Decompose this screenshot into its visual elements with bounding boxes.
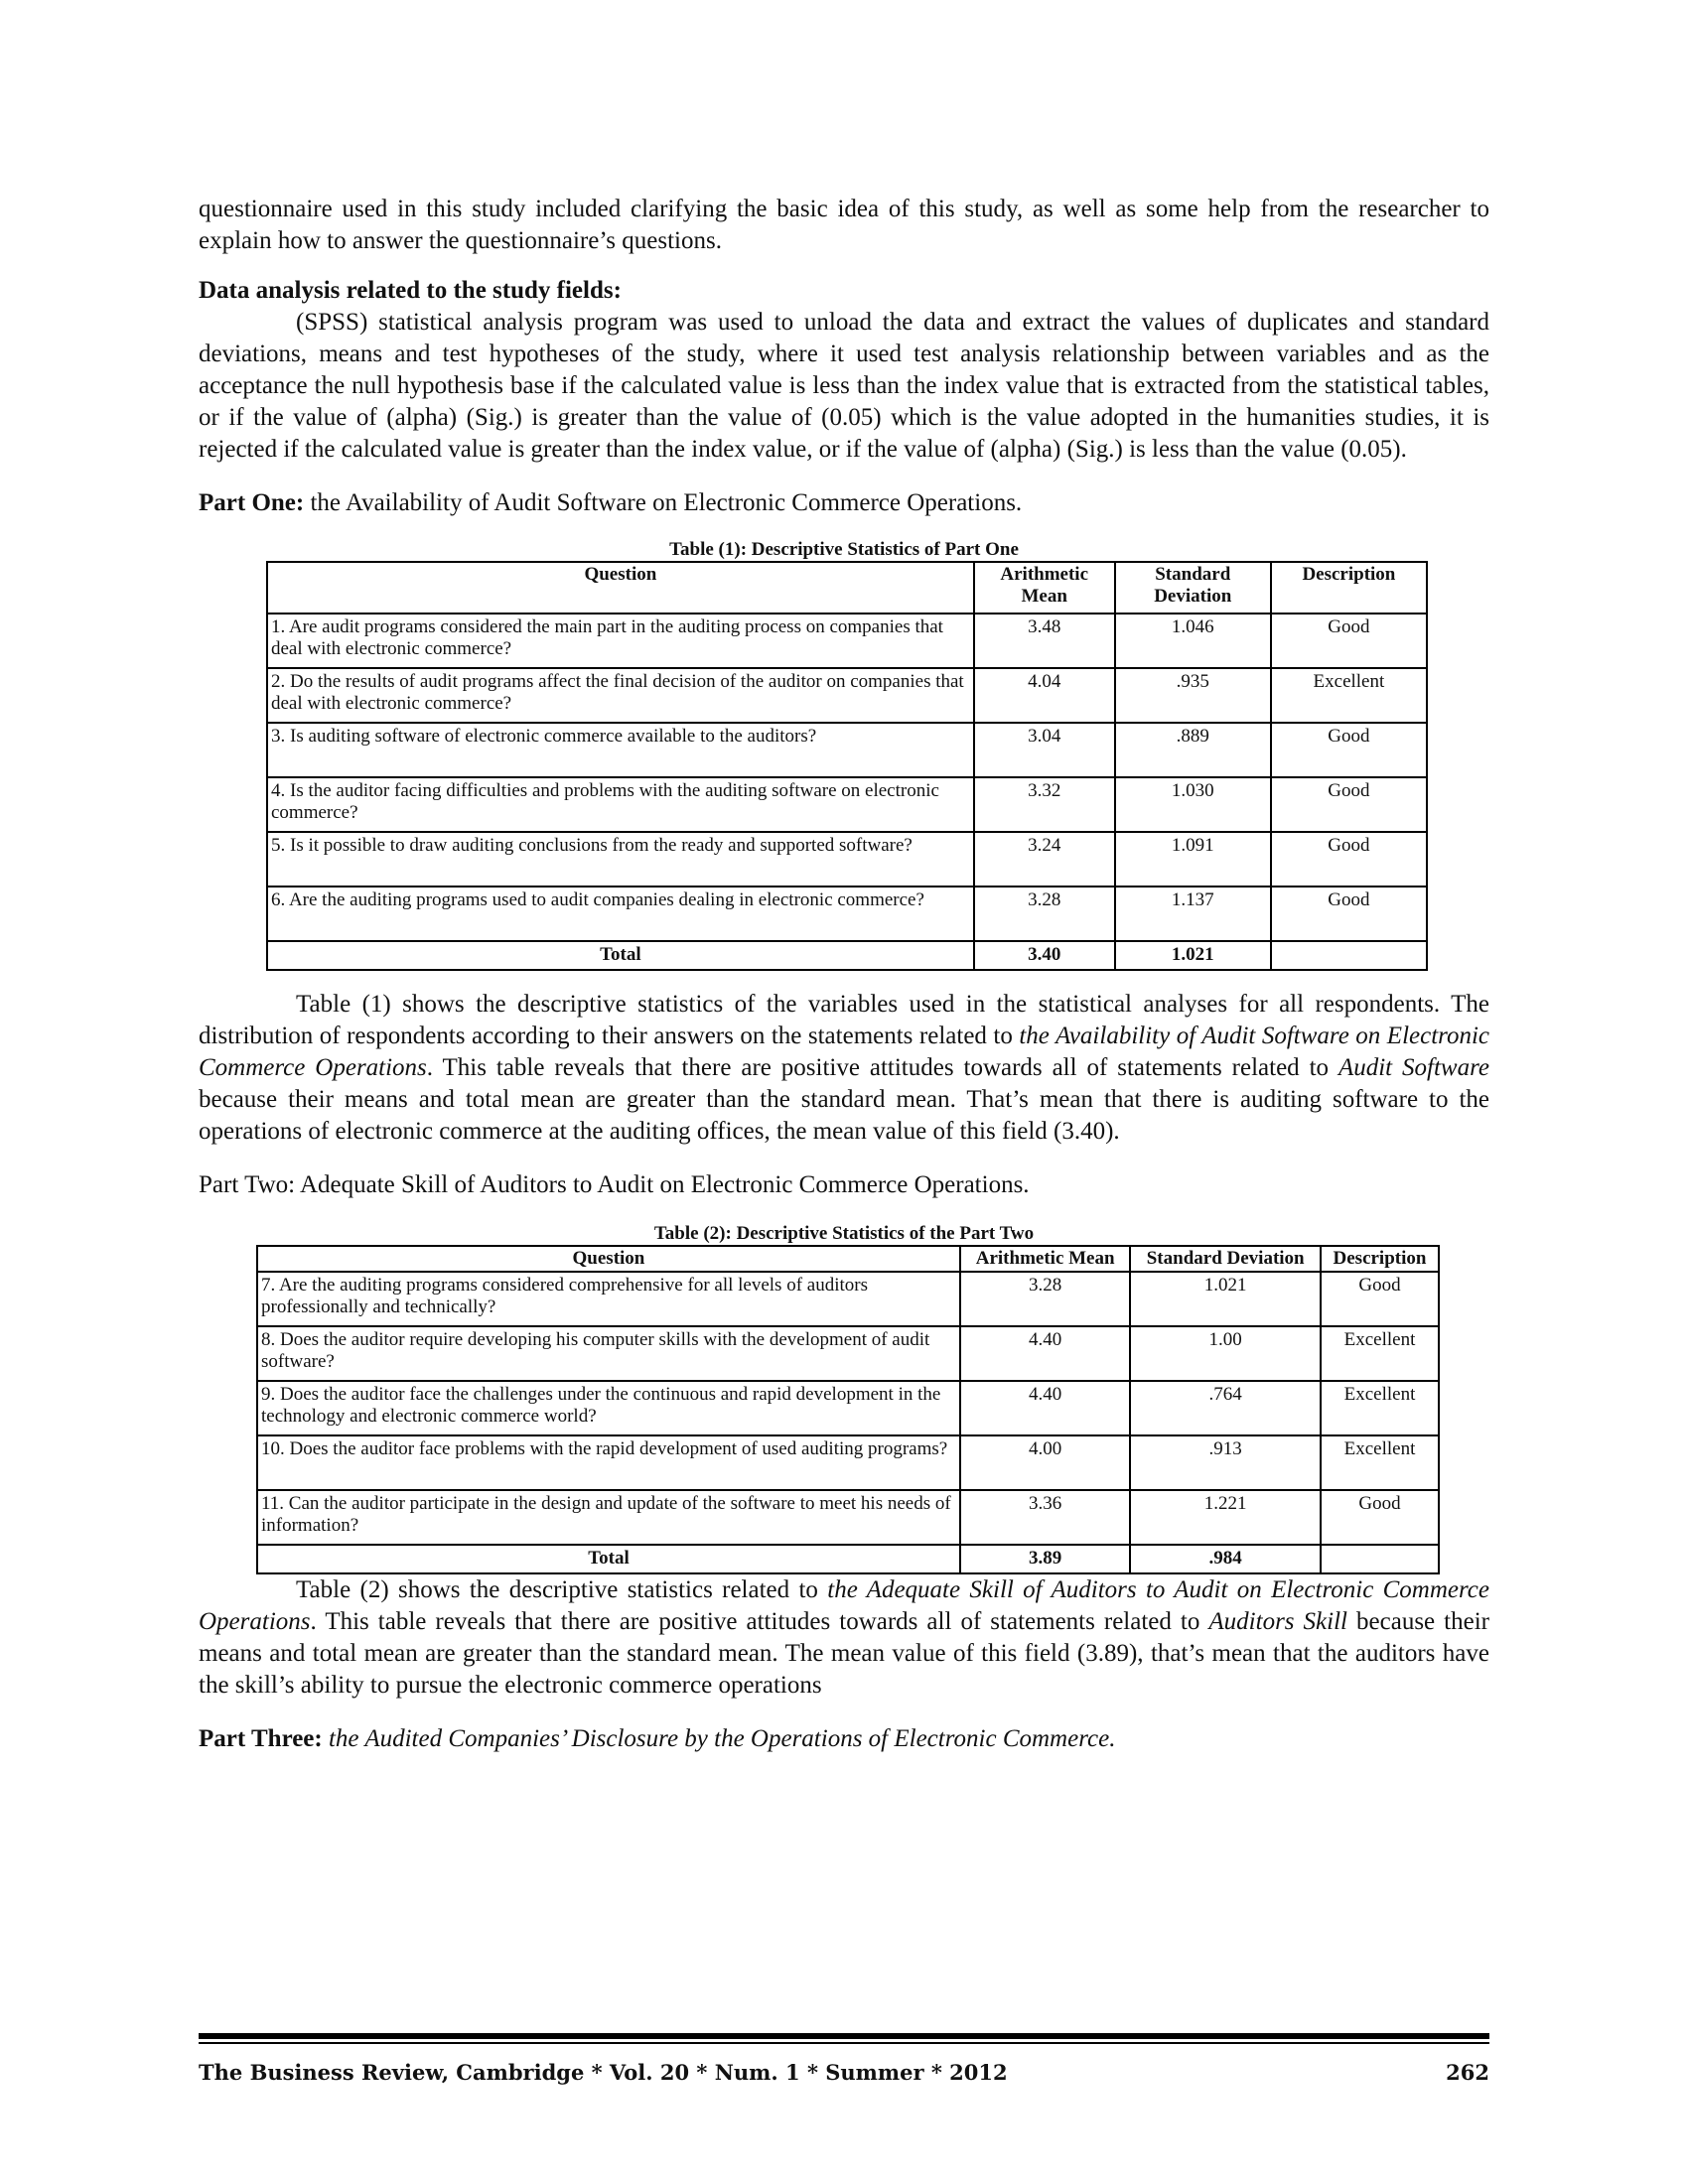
page-body [199,194,1489,1755]
part-one-label: Part One: [199,489,305,516]
question-cell: 3. Is auditing software of electronic commerce available to the auditors? [267,723,974,777]
sd-cell: .913 [1130,1435,1321,1490]
table2-discussion [199,1574,1489,1702]
journal-citation: The Business Review, Cambridge * Vol. 20 * Num. 1 * Summer * 2012 [199,2060,1008,2085]
table1-header-description: Description [1271,562,1427,614]
sd-cell: 1.221 [1130,1490,1321,1545]
mean-cell: 4.40 [960,1326,1130,1381]
sd-cell: 1.046 [1115,614,1271,668]
intro-paragraph: questionnaire used in this study included clarifying the basic idea of this study, as well as some help from the researcher to explain how to answer the questionnaire’s questions. [199,196,1489,254]
table2 [256,1245,1440,1574]
mean-cell: 3.28 [974,887,1115,941]
sd-cell: 1.137 [1115,887,1271,941]
mean-cell: 4.04 [974,668,1115,723]
table2-header-mean: Arithmetic Mean [960,1246,1130,1272]
mean-cell: 3.32 [974,777,1115,832]
question-cell: 2. Do the results of audit programs affect the final decision of the auditor on companies that deal with electronic commerce? [267,668,974,723]
table-row [257,1381,1439,1435]
total-description [1271,941,1427,970]
total-sd: .984 [1130,1545,1321,1573]
description-cell: Excellent [1321,1381,1439,1435]
table1-discussion-emphasis-1: the Availability of Audit Software on Electronic Commerce Operations [199,1023,1490,1081]
sd-cell: .935 [1115,668,1271,723]
table-row [267,887,1427,941]
question-cell: 1. Are audit programs considered the main part in the auditing process on companies that deal with electronic commerce? [267,614,974,668]
description-cell: Excellent [1321,1435,1439,1490]
table2-discussion-text-2: . This table reveals that there are positive attitudes towards all of statements related to [310,1608,1209,1635]
table1-discussion-text-2: . This table reveals that there are positive attitudes towards all of statements related to [426,1054,1338,1081]
sd-cell: 1.030 [1115,777,1271,832]
part-two-heading: Part Two: Adequate Skill of Auditors to Audit on Electronic Commerce Operations. [199,1171,1030,1198]
table2-discussion-emphasis-2: Auditors Skill [1208,1608,1347,1635]
part-three-text: the Audited Companies’ Disclosure by the Operations of Electronic Commerce. [322,1725,1116,1752]
table2-discussion-text-1: Table (2) shows the descriptive statistics related to [296,1576,828,1603]
question-cell: 5. Is it possible to draw auditing conclusions from the ready and supported software? [267,832,974,887]
table2-discussion-emphasis-1: the Adequate Skill of Auditors to Audit on Electronic Commerce Operations [199,1576,1489,1635]
sd-cell: 1.091 [1115,832,1271,887]
mean-cell: 3.28 [960,1272,1130,1326]
footer-row [199,2060,1489,2085]
table1-discussion-emphasis-2: Audit Software [1337,1054,1489,1081]
question-cell: 7. Are the auditing programs considered comprehensive for all levels of auditors professionally and technically? [257,1272,960,1326]
description-cell: Good [1271,887,1427,941]
part-three-heading [199,1723,1489,1755]
total-description [1321,1545,1439,1573]
part-one-text: the Availability of Audit Software on Electronic Commerce Operations. [304,489,1023,516]
part-one-heading [199,487,1489,519]
table2-header-sd: Standard Deviation [1130,1246,1321,1272]
sd-cell: .889 [1115,723,1271,777]
table1-header-mean: Arithmetic Mean [974,562,1115,614]
table-row [257,1272,1439,1326]
table-row [257,1435,1439,1490]
table-row [257,1490,1439,1545]
question-cell: 8. Does the auditor require developing his computer skills with the development of audit software? [257,1326,960,1381]
description-cell: Good [1271,832,1427,887]
question-cell: 4. Is the auditor facing difficulties and problems with the auditing software on electronic commerce? [267,777,974,832]
table1-total-row [267,941,1427,970]
description-cell: Good [1271,723,1427,777]
table2-discussion-text-3: because their means and total mean are greater than the standard mean. The mean value of this field (3.89), that’s mean that the auditors have the skill’s ability to pursue the electronic commerce operations [199,1608,1489,1699]
question-cell: 6. Are the auditing programs used to audit companies dealing in electronic commerce? [267,887,974,941]
table-row [267,614,1427,668]
sd-cell: 1.021 [1130,1272,1321,1326]
question-cell: 10. Does the auditor face problems with the rapid development of used auditing programs? [257,1435,960,1490]
footer-rule-thick [199,2033,1489,2039]
table-row [267,723,1427,777]
table2-header-description: Description [1321,1246,1439,1272]
question-cell: 11. Can the auditor participate in the design and update of the software to meet his needs of information? [257,1490,960,1545]
description-cell: Good [1321,1272,1439,1326]
description-cell: Good [1321,1490,1439,1545]
table1 [266,561,1428,971]
sd-cell: .764 [1130,1381,1321,1435]
mean-cell: 3.04 [974,723,1115,777]
total-label: Total [257,1545,960,1573]
total-mean: 3.89 [960,1545,1130,1573]
table1-header-sd: Standard Deviation [1115,562,1271,614]
table2-header-row [257,1246,1439,1272]
total-mean: 3.40 [974,941,1115,970]
table-row [267,832,1427,887]
table2-total-row [257,1545,1439,1573]
table1-discussion-text-1: Table (1) shows the descriptive statistics of the variables used in the statistical analyses for all respondents. The distribution of respondents according to their answers on the statements related to [199,991,1489,1049]
description-cell: Excellent [1321,1326,1439,1381]
data-analysis-heading: Data analysis related to the study fields: [199,277,622,304]
part-three-label: Part Three: [199,1725,323,1752]
data-analysis-paragraph: (SPSS) statistical analysis program was used to unload the data and extract the values of duplicates and standard deviations, means and test hypotheses of the study, where it used test analysis relationship between variables and as the acceptance the null hypothesis base if the calculated value is less than the index value that is extracted from the statistical tables, or if the value of (alpha) (Sig.) is greater than the value of (0.05) which is the value adopted in the humanities studies, it is rejected if the calculated value is greater than the index value, or if the value of (alpha) (Sig.) is less than the value (0.05). [199,309,1489,463]
table1-discussion [199,989,1489,1148]
description-cell: Excellent [1271,668,1427,723]
description-cell: Good [1271,777,1427,832]
mean-cell: 4.00 [960,1435,1130,1490]
table-row [257,1326,1439,1381]
table1-caption: Table (1): Descriptive Statistics of Part One [669,539,1019,560]
question-cell: 9. Does the auditor face the challenges under the continuous and rapid development in the technology and electronic commerce world? [257,1381,960,1435]
footer-rule-thin [199,2042,1489,2044]
mean-cell: 3.48 [974,614,1115,668]
table2-header-question: Question [257,1246,960,1272]
mean-cell: 4.40 [960,1381,1130,1435]
total-sd: 1.021 [1115,941,1271,970]
table-row [267,777,1427,832]
total-label: Total [267,941,974,970]
description-cell: Good [1271,614,1427,668]
table1-header-row [267,562,1427,614]
page-footer [199,2033,1489,2085]
table1-discussion-text-3: because their means and total mean are greater than the standard mean. That’s mean that there is auditing software to the operations of electronic commerce at the auditing offices, the mean value of this field (3.40). [199,1086,1489,1145]
sd-cell: 1.00 [1130,1326,1321,1381]
table2-caption: Table (2): Descriptive Statistics of the Part Two [653,1223,1035,1244]
mean-cell: 3.24 [974,832,1115,887]
table1-header-question: Question [267,562,974,614]
page-number: 262 [1446,2060,1489,2085]
table-row [267,668,1427,723]
mean-cell: 3.36 [960,1490,1130,1545]
